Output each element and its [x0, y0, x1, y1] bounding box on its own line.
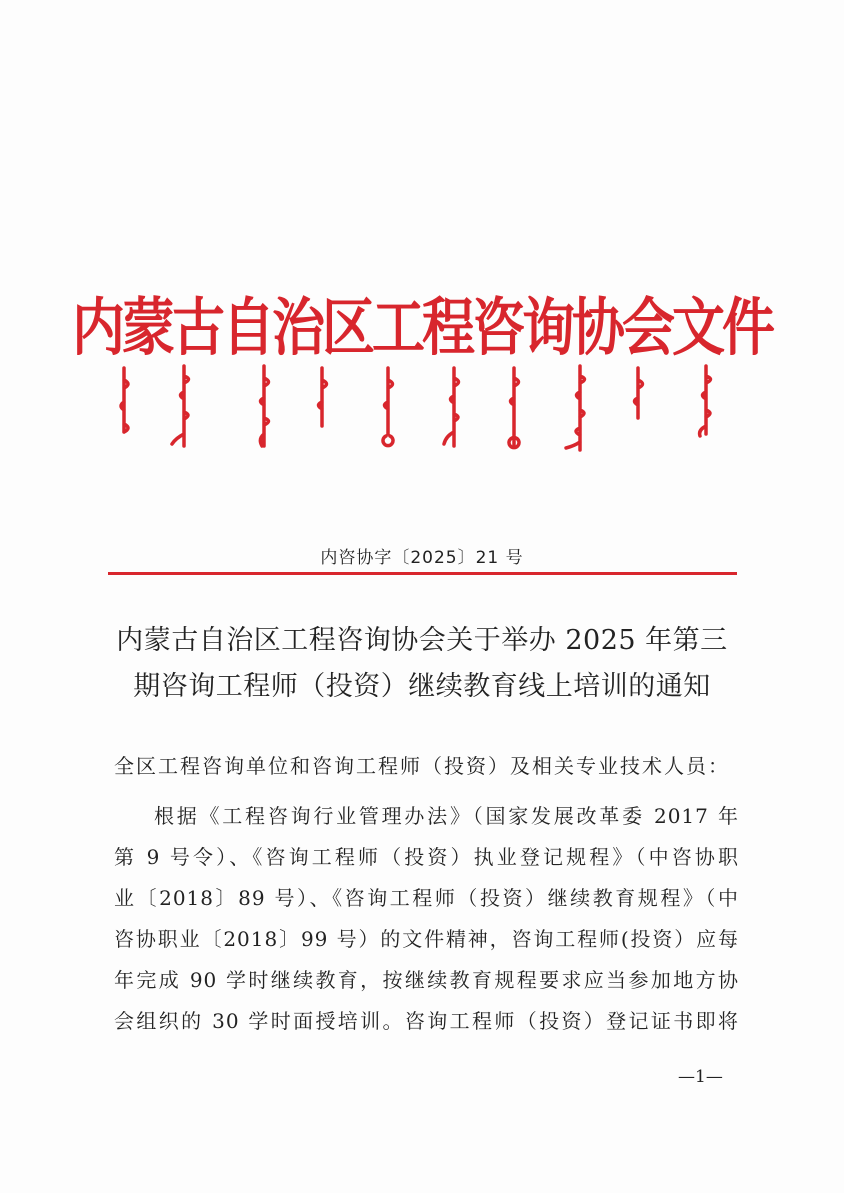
salutation: 全区工程咨询单位和咨询工程师（投资）及相关专业技术人员： — [114, 754, 730, 778]
body-line: 会组织的 30 学时面授培训。咨询工程师（投资）登记证书即将 — [114, 1009, 739, 1033]
body-paragraph — [114, 796, 739, 1042]
body-line: 业〔2018〕89 号）、《咨询工程师（投资）继续教育规程》（中 — [114, 886, 739, 910]
notice-title-line: 内蒙古自治区工程咨询协会关于举办 2025 年第三 — [116, 625, 728, 656]
body-line: 年完成 90 学时继续教育，按继续教育规程要求应当参加地方协 — [114, 968, 739, 992]
masthead-title: 内蒙古自治区工程咨询协会文件 — [72, 290, 772, 365]
red-divider-rule — [108, 572, 737, 575]
document-number: 内咨协字〔2025〕21 号 — [320, 548, 524, 568]
notice-title-line: 期咨询工程师（投资）继续教育线上培训的通知 — [133, 671, 711, 702]
body-line: 咨协职业〔2018〕99 号）的文件精神，咨询工程师(投资）应每 — [114, 927, 739, 951]
body-line: 根据《工程咨询行业管理办法》（国家发展改革委 2017 年 — [154, 804, 739, 828]
notice-title — [0, 618, 844, 710]
body-line: 第 9 号令）、《咨询工程师（投资）执业登记规程》（中咨协职 — [114, 845, 739, 869]
page-number: —1— — [678, 1067, 723, 1087]
mongolian-script-masthead — [110, 362, 734, 454]
